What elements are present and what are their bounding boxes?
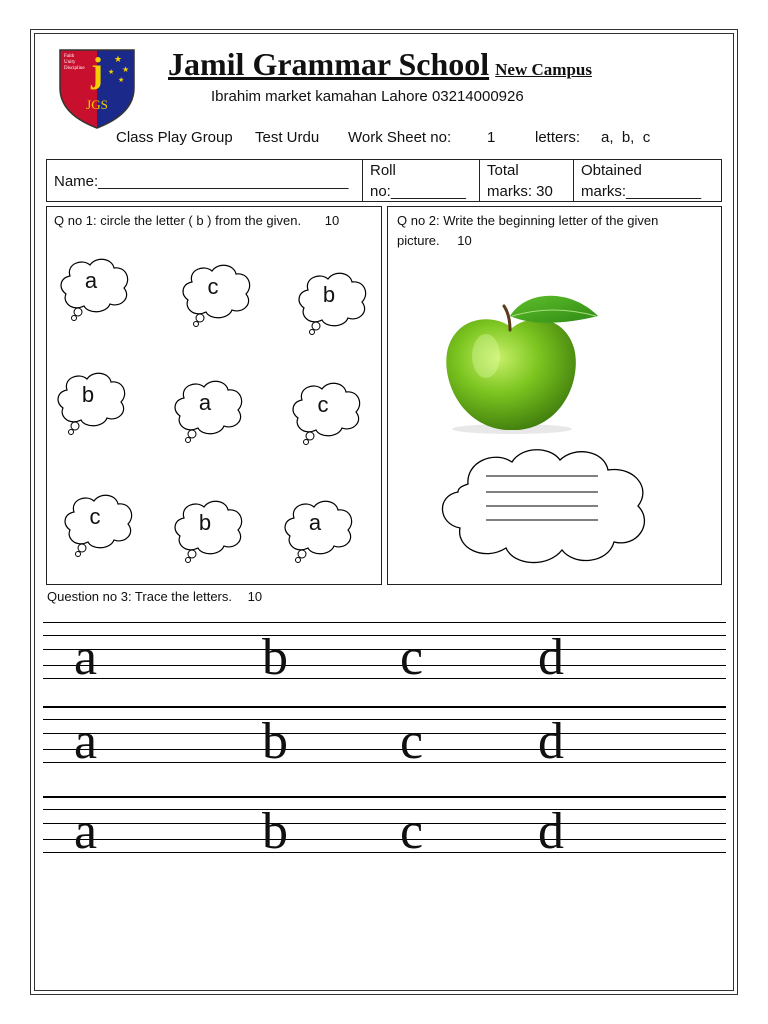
obtained-marks-field[interactable] — [574, 160, 721, 201]
school-address: Ibrahim market kamahan Lahore 03214000926 — [211, 88, 524, 105]
trace-guide-line — [43, 678, 726, 679]
trace-guide-line — [43, 839, 726, 840]
school-logo — [58, 48, 136, 130]
total-label-line2: marks: 30 — [487, 183, 553, 200]
obtained-label-line2: marks:_________ — [581, 183, 702, 200]
trace-letter: b — [262, 713, 288, 770]
trace-letter: b — [262, 629, 288, 686]
cloud-letter: c — [207, 274, 219, 299]
letters-label: letters: — [535, 129, 581, 146]
question-2-prompt-end: picture. — [397, 233, 440, 248]
question-3-prompt: Question no 3: Trace the letters. — [47, 589, 232, 604]
student-info-table — [46, 159, 722, 202]
svg-text:★: ★ — [118, 76, 125, 84]
name-field[interactable] — [47, 160, 363, 201]
question-2-marks: 10 — [457, 233, 472, 248]
cloud-letter: b — [322, 282, 336, 307]
svg-text:★: ★ — [114, 55, 123, 65]
total-marks-cell — [480, 160, 574, 201]
letter-cloud[interactable] — [58, 256, 134, 322]
trace-letter: a — [74, 803, 98, 860]
trace-guide-line — [43, 796, 726, 798]
cloud-letter: c — [89, 504, 101, 529]
trace-guide-line — [43, 649, 726, 650]
logo-motto-1: Faith — [64, 54, 75, 59]
cloud-letter: a — [198, 390, 212, 415]
school-name: Jamil Grammar School — [168, 46, 490, 82]
question-1-prompt: Q no 1: circle the letter ( b ) from the given. — [54, 213, 302, 228]
logo-text: JGS — [86, 97, 108, 112]
trace-letter: b — [262, 803, 288, 860]
roll-label-line2: no:_________ — [370, 183, 466, 200]
question-1-marks: 10 — [324, 213, 340, 228]
trace-guide-line — [43, 635, 726, 636]
roll-label-line1: Roll — [370, 162, 396, 179]
logo-motto-2: Unity — [64, 60, 76, 65]
letter-cloud[interactable] — [180, 262, 256, 328]
obtained-label-line1: Obtained — [581, 162, 642, 179]
cloud-letter: b — [81, 382, 95, 407]
trace-letter: c — [400, 803, 424, 860]
total-label-line1: Total — [487, 162, 519, 179]
question-3-text — [47, 587, 262, 606]
roll-field[interactable] — [363, 160, 480, 201]
trace-letter: d — [538, 713, 564, 770]
test-label: Test Urdu — [255, 129, 320, 146]
letter-cloud[interactable] — [55, 370, 131, 436]
trace-guide-line — [43, 823, 726, 824]
trace-guide-line — [43, 706, 726, 708]
letter-cloud[interactable] — [172, 498, 248, 564]
trace-guide-line — [43, 665, 726, 666]
trace-guide-line — [43, 809, 726, 810]
trace-guide-line — [43, 762, 726, 763]
class-label: Class Play Group — [116, 129, 233, 146]
cloud-letter: b — [198, 510, 212, 535]
logo-motto-3: Discipline — [64, 66, 85, 71]
campus-name: New Campus — [495, 60, 592, 79]
letter-cloud[interactable] — [282, 498, 358, 564]
worksheet-number: 1 — [487, 129, 496, 146]
cloud-letter: a — [308, 510, 322, 535]
cloud-letter: c — [317, 392, 329, 417]
apple-picture — [436, 286, 606, 436]
school-title — [168, 44, 592, 90]
trace-guide-line — [43, 622, 726, 623]
letter-cloud[interactable] — [290, 380, 366, 446]
trace-letter: d — [538, 629, 564, 686]
trace-guide-line — [43, 719, 726, 720]
question-2-prompt-line2 — [397, 231, 472, 250]
trace-letter: a — [74, 629, 98, 686]
trace-guide-line — [43, 733, 726, 734]
svg-text:★: ★ — [122, 65, 130, 74]
name-label: Name:______________________________ — [54, 173, 349, 190]
trace-letter: c — [400, 713, 424, 770]
trace-guide-line — [43, 749, 726, 750]
cloud-letter: a — [84, 268, 98, 293]
letters-value: a, b, c — [601, 129, 651, 146]
question-2-prompt-line1: Q no 2: Write the beginning letter of the given — [397, 213, 659, 228]
trace-letter: a — [74, 713, 98, 770]
svg-text:★: ★ — [108, 68, 115, 76]
trace-letter: d — [538, 803, 564, 860]
letter-cloud[interactable] — [172, 378, 248, 444]
letter-cloud[interactable] — [296, 270, 372, 336]
letter-cloud[interactable] — [62, 492, 138, 558]
question-1-text — [54, 211, 339, 230]
worksheet-label: Work Sheet no: — [348, 129, 452, 146]
answer-cloud[interactable] — [438, 444, 654, 570]
trace-guide-line — [43, 852, 726, 853]
logo-letter: j — [91, 50, 103, 90]
trace-letter: c — [400, 629, 424, 686]
question-3-marks: 10 — [247, 589, 263, 604]
